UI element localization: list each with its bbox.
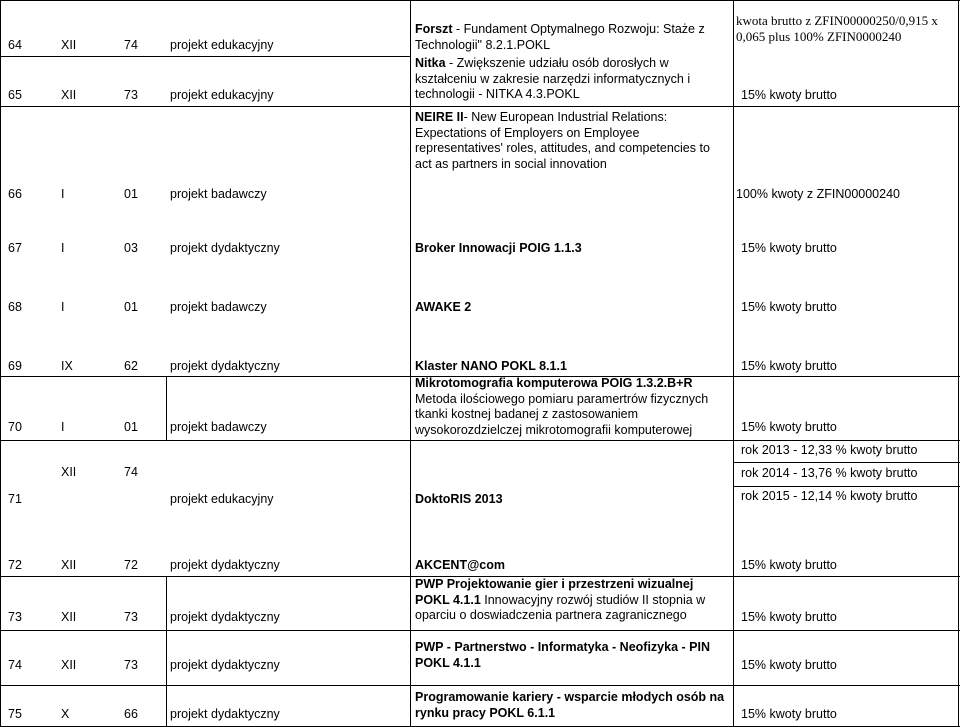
- code-cell: 73: [124, 610, 138, 624]
- month-cell: XII: [61, 658, 77, 672]
- month-cell: XII: [61, 610, 77, 624]
- project-title-cell: [415, 22, 715, 53]
- project-title-cell: PWP - Partnerstwo - Informatyka - Neofizyka - PIN POKL 4.1.1: [415, 640, 710, 670]
- type-cell: projekt badawczy: [170, 187, 267, 201]
- cofinance-cell: 15% kwoty brutto: [741, 300, 837, 314]
- grid-line: [733, 486, 960, 487]
- code-cell: 66: [124, 707, 138, 721]
- grid-line: [733, 0, 734, 727]
- month-cell: X: [61, 707, 70, 721]
- row-number: 69: [8, 359, 22, 373]
- row-number: 65: [8, 88, 22, 102]
- type-cell: projekt edukacyjny: [170, 492, 274, 506]
- month-cell: IX: [61, 359, 73, 373]
- project-title-bold: Nitka: [415, 56, 446, 70]
- type-cell: projekt edukacyjny: [170, 88, 274, 102]
- type-cell: projekt dydaktyczny: [170, 558, 280, 572]
- cofinance-cell: 15% kwoty brutto: [741, 558, 837, 572]
- project-title-cell: Klaster NANO POKL 8.1.1: [415, 359, 567, 373]
- month-cell: I: [61, 300, 65, 314]
- project-title-bold: Mikrotomografia komputerowa POIG 1.3.2.B+R: [415, 376, 693, 390]
- cofinance-cell: 15% kwoty brutto: [741, 420, 837, 434]
- row-number: 73: [8, 610, 22, 624]
- grid-line: [0, 685, 960, 686]
- project-title-rest: - Fundament Optymalnego Rozwoju: Staże z Technologii" 8.2.1.POKL: [415, 22, 705, 52]
- project-title-cell: Broker Innowacji POIG 1.1.3: [415, 241, 582, 255]
- cofinance-cell: rok 2015 - 12,14 % kwoty brutto: [741, 489, 918, 503]
- project-title-rest: - Zwiększenie udziału osób dorosłych w kształceniu w zakresie narzędzi informatycznych i technologii - NITKA 4.3.POKL: [415, 56, 691, 101]
- type-cell: projekt dydaktyczny: [170, 610, 280, 624]
- grid-line: [0, 56, 410, 57]
- grid-line: [410, 0, 411, 727]
- grid-line: [166, 376, 167, 440]
- row-number: 74: [8, 658, 22, 672]
- project-title-cell: DoktoRIS 2013: [415, 492, 503, 506]
- cofinance-cell: rok 2014 - 13,76 % kwoty brutto: [741, 466, 918, 480]
- code-cell: 72: [124, 558, 138, 572]
- type-cell: projekt badawczy: [170, 300, 267, 314]
- type-cell: projekt dydaktyczny: [170, 658, 280, 672]
- month-cell: I: [61, 187, 65, 201]
- code-cell: 74: [124, 38, 138, 52]
- code-cell: 73: [124, 88, 138, 102]
- code-cell: 73: [124, 658, 138, 672]
- project-title-bold: Forszt: [415, 22, 453, 36]
- project-title-cell: AWAKE 2: [415, 300, 472, 314]
- type-cell: projekt badawczy: [170, 420, 267, 434]
- month-cell: I: [61, 420, 65, 434]
- project-title-bold: NEIRE II: [415, 110, 464, 124]
- type-cell: projekt dydaktyczny: [170, 359, 280, 373]
- row-number: 75: [8, 707, 22, 721]
- code-cell: 01: [124, 300, 138, 314]
- project-title-bold: PWP Projektowanie gier i przestrzeni wizualnej POKL 4.1.1: [415, 577, 694, 607]
- row-number: 64: [8, 38, 22, 52]
- cofinance-cell: 15% kwoty brutto: [741, 610, 837, 624]
- project-title-rest: Innowacyjny rozwój studiów II stopnia w oparciu o doswiadczenia partnera zagranicznego: [415, 592, 706, 622]
- cofinance-cell: rok 2013 - 12,33 % kwoty brutto: [741, 443, 918, 457]
- row-number: 71: [8, 492, 22, 506]
- cofinance-cell: 100% kwoty z ZFIN00000240: [736, 187, 900, 201]
- grid-line: [0, 106, 960, 107]
- code-cell: 62: [124, 359, 138, 373]
- grid-line: [0, 0, 1, 727]
- cofinance-cell: kwota brutto z ZFIN00000250/0,915 x 0,065 plus 100% ZFIN0000240: [736, 13, 938, 44]
- cofinance-cell: 15% kwoty brutto: [741, 359, 837, 373]
- grid-line: [0, 0, 960, 1]
- cofinance-cell: 15% kwoty brutto: [741, 88, 837, 102]
- row-number: 67: [8, 241, 22, 255]
- row-number: 70: [8, 420, 22, 434]
- month-cell: I: [61, 241, 65, 255]
- type-cell: projekt dydaktyczny: [170, 707, 280, 721]
- grid-line: [0, 440, 960, 441]
- grid-line: [166, 576, 167, 726]
- project-title-cell: Programowanie kariery - wsparcie młodych osób na rynku pracy POKL 6.1.1: [415, 690, 725, 720]
- month-cell: XII: [61, 38, 77, 52]
- code-cell: 03: [124, 241, 138, 255]
- project-title-cell: [415, 577, 730, 624]
- project-title-cell: [415, 56, 725, 103]
- code-cell: 01: [124, 420, 138, 434]
- type-cell: projekt edukacyjny: [170, 38, 274, 52]
- cofinance-cell: 15% kwoty brutto: [741, 658, 837, 672]
- project-title-cell: [415, 376, 730, 438]
- project-title-rest: - New European Industrial Relations: Expectations of Employers on Employee representatives' roles, attitudes, and competencies to act as partners in social innovation: [415, 110, 710, 171]
- row-number: 66: [8, 187, 22, 201]
- grid-line: [0, 630, 960, 631]
- grid-line: [958, 0, 959, 727]
- project-title-cell: AKCENT@com: [415, 558, 505, 572]
- row-number: 68: [8, 300, 22, 314]
- project-title-cell: [415, 110, 727, 172]
- row-number: 72: [8, 558, 22, 572]
- code-cell: 01: [124, 187, 138, 201]
- cofinance-cell: 15% kwoty brutto: [741, 707, 837, 721]
- code-cell: 74: [124, 465, 138, 479]
- month-cell: XII: [61, 88, 77, 102]
- grid-line: [733, 462, 960, 463]
- project-title-rest: Metoda ilościowego pomiaru paramertrów fizycznych tkanki kostnej badanej z zastosowaniem wysokorozdzielczej mikrotomografii komputerowej: [415, 391, 709, 437]
- month-cell: XII: [61, 465, 77, 479]
- month-cell: XII: [61, 558, 77, 572]
- cofinance-cell: 15% kwoty brutto: [741, 241, 837, 255]
- type-cell: projekt dydaktyczny: [170, 241, 280, 255]
